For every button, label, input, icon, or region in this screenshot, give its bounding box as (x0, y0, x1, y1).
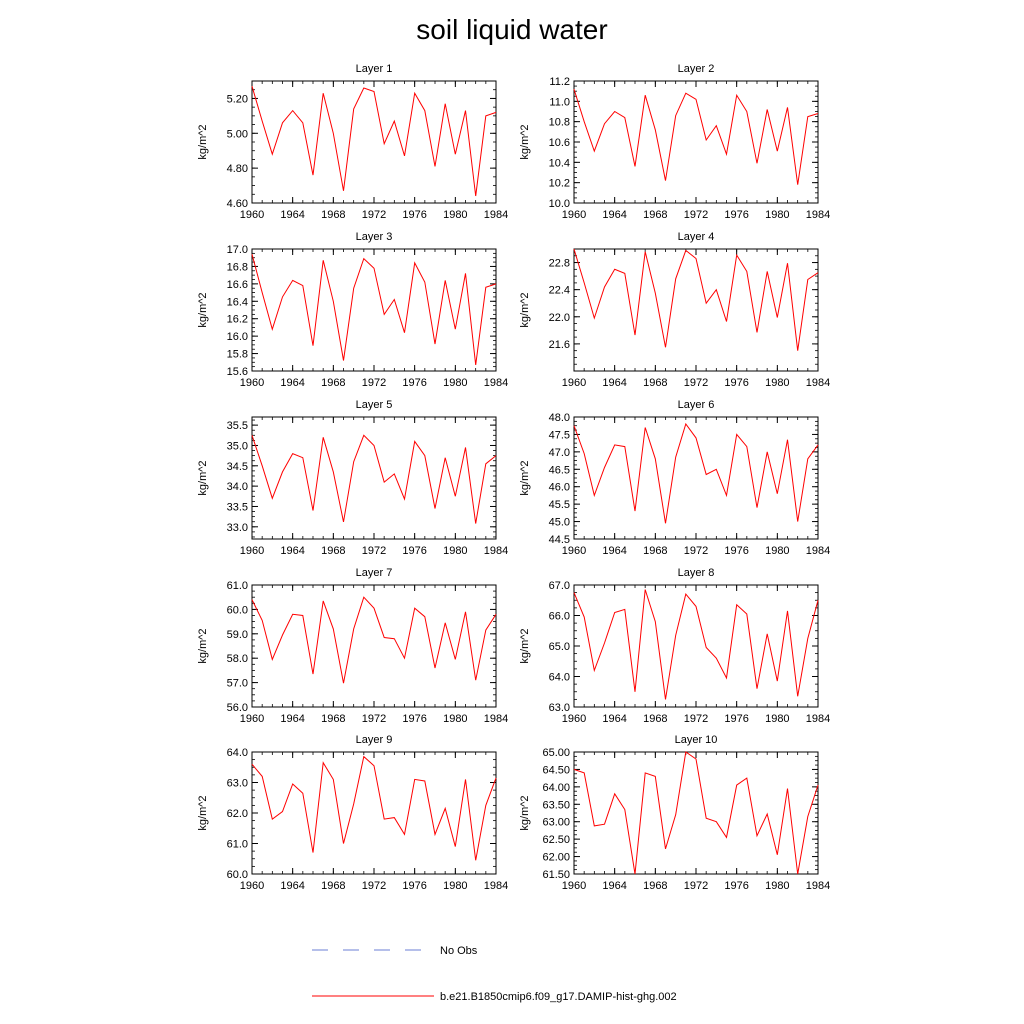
legend (312, 945, 677, 1003)
x-tick-label: 1976 (402, 545, 427, 557)
legend-label: No Obs (440, 945, 478, 957)
y-tick-label: 34.0 (226, 481, 248, 494)
x-tick-label: 1980 (443, 880, 468, 892)
y-tick-label: 5.00 (226, 128, 248, 141)
y-tick-label: 15.6 (226, 366, 248, 378)
x-tick-label: 1980 (443, 377, 468, 389)
plot-frame (252, 81, 496, 203)
panel-title: Layer 6 (677, 399, 715, 411)
x-tick-label: 1984 (805, 377, 831, 389)
panel-title: Layer 9 (355, 734, 393, 746)
y-tick-label: 67.0 (548, 580, 570, 592)
x-tick-label: 1984 (483, 209, 509, 221)
x-tick-label: 1980 (765, 377, 790, 389)
x-tick-label: 1960 (239, 880, 265, 892)
y-axis-label: kg/m^2 (519, 460, 531, 496)
x-tick-label: 1976 (724, 713, 749, 725)
x-tick-label: 1960 (561, 209, 587, 221)
panel-layer-7 (197, 567, 508, 725)
x-tick-label: 1968 (643, 880, 668, 892)
y-tick-label: 16.0 (226, 331, 248, 344)
panel-title: Layer 2 (677, 63, 715, 75)
y-axis-label: kg/m^2 (519, 795, 531, 831)
y-axis-label: kg/m^2 (197, 795, 209, 831)
plot-frame (574, 417, 818, 539)
panel-layer-5 (197, 399, 508, 557)
y-tick-label: 61.0 (226, 838, 248, 851)
y-tick-label: 66.0 (548, 610, 570, 623)
y-tick-label: 10.0 (548, 198, 570, 210)
x-tick-label: 1972 (361, 880, 387, 892)
x-tick-label: 1968 (321, 209, 346, 221)
y-tick-label: 44.5 (548, 534, 570, 546)
x-tick-label: 1968 (643, 209, 668, 221)
y-tick-label: 45.0 (548, 516, 570, 529)
series-line (252, 86, 496, 196)
x-tick-label: 1960 (561, 377, 587, 389)
x-tick-label: 1980 (443, 713, 468, 725)
x-tick-label: 1960 (239, 545, 265, 557)
y-tick-label: 10.2 (548, 177, 570, 190)
y-tick-label: 16.6 (226, 278, 248, 291)
y-tick-label: 22.0 (548, 311, 570, 324)
x-tick-label: 1984 (805, 713, 831, 725)
x-tick-label: 1976 (724, 209, 749, 221)
y-tick-label: 15.8 (226, 348, 248, 361)
y-axis-label: kg/m^2 (519, 292, 531, 328)
y-tick-label: 47.5 (548, 429, 570, 442)
x-tick-label: 1964 (602, 880, 627, 892)
x-tick-label: 1964 (280, 209, 305, 221)
x-tick-label: 1968 (321, 377, 346, 389)
y-tick-label: 34.5 (226, 460, 248, 473)
x-tick-label: 1972 (683, 545, 709, 557)
panel-title: Layer 7 (355, 567, 393, 579)
y-axis-label: kg/m^2 (519, 628, 531, 664)
series-line (252, 254, 496, 365)
y-tick-label: 63.50 (542, 799, 570, 812)
x-tick-label: 1960 (239, 209, 265, 221)
x-tick-label: 1964 (280, 713, 305, 725)
panel-layer-8 (519, 567, 830, 725)
y-tick-label: 56.0 (226, 702, 248, 714)
x-tick-label: 1980 (443, 545, 468, 557)
x-tick-label: 1980 (765, 880, 790, 892)
series-line (252, 597, 496, 683)
x-tick-label: 1968 (643, 545, 668, 557)
series-line (574, 89, 818, 185)
x-tick-label: 1972 (361, 545, 387, 557)
y-tick-label: 33.5 (226, 501, 248, 514)
x-tick-label: 1972 (683, 209, 709, 221)
y-tick-label: 35.5 (226, 420, 248, 433)
series-line (252, 435, 496, 523)
y-tick-label: 63.00 (542, 816, 570, 829)
x-tick-label: 1984 (805, 880, 831, 892)
y-tick-label: 62.00 (542, 851, 570, 864)
x-tick-label: 1980 (765, 713, 790, 725)
series-line (574, 752, 818, 874)
x-tick-label: 1984 (483, 545, 509, 557)
panel-layer-6 (519, 399, 830, 557)
series-line (252, 757, 496, 861)
x-tick-label: 1968 (321, 713, 346, 725)
y-tick-label: 65.00 (542, 747, 570, 759)
y-tick-label: 22.4 (548, 284, 570, 297)
y-tick-label: 59.0 (226, 628, 248, 641)
x-tick-label: 1968 (321, 545, 346, 557)
y-tick-label: 10.4 (548, 157, 570, 170)
x-tick-label: 1984 (805, 545, 831, 557)
y-tick-label: 22.8 (548, 257, 570, 270)
series-line (574, 249, 818, 351)
x-tick-label: 1968 (643, 377, 668, 389)
y-tick-label: 4.80 (226, 163, 248, 176)
x-tick-label: 1960 (561, 713, 587, 725)
y-tick-label: 62.0 (226, 808, 248, 820)
panel-layer-9 (197, 734, 508, 892)
panel-title: Layer 5 (355, 399, 393, 411)
x-tick-label: 1972 (683, 880, 709, 892)
panel-title: Layer 4 (677, 231, 715, 243)
x-tick-label: 1972 (361, 377, 387, 389)
y-tick-label: 47.0 (548, 446, 570, 459)
x-tick-label: 1968 (643, 713, 668, 725)
series-line (574, 424, 818, 523)
y-tick-label: 64.00 (542, 781, 570, 794)
y-tick-label: 61.0 (226, 580, 248, 592)
x-tick-label: 1968 (321, 880, 346, 892)
x-tick-label: 1976 (724, 377, 749, 389)
x-tick-label: 1976 (402, 377, 427, 389)
y-tick-label: 10.6 (548, 137, 570, 149)
y-tick-label: 21.6 (548, 338, 570, 351)
x-tick-label: 1964 (602, 377, 627, 389)
y-tick-label: 64.0 (548, 671, 570, 684)
legend-label: b.e21.B1850cmip6.f09_g17.DAMIP-hist-ghg.002 (440, 991, 677, 1003)
y-tick-label: 58.0 (226, 653, 248, 666)
panel-title: Layer 10 (674, 734, 718, 746)
y-tick-label: 46.5 (548, 464, 570, 477)
x-tick-label: 1964 (280, 377, 305, 389)
x-tick-label: 1980 (765, 545, 790, 557)
y-tick-label: 17.0 (226, 244, 248, 256)
plot-frame (252, 585, 496, 707)
x-tick-label: 1960 (239, 713, 265, 725)
y-tick-label: 11.0 (549, 96, 570, 109)
x-tick-label: 1964 (280, 545, 305, 557)
panel-layer-4 (519, 231, 830, 389)
x-tick-label: 1976 (724, 880, 749, 892)
y-tick-label: 16.2 (226, 313, 248, 326)
panel-layer-3 (197, 231, 508, 389)
y-tick-label: 63.0 (226, 777, 248, 790)
panel-title: Layer 8 (677, 567, 715, 579)
y-tick-label: 45.5 (548, 499, 570, 512)
x-tick-label: 1984 (483, 713, 509, 725)
plot-frame (574, 249, 818, 371)
x-tick-label: 1980 (443, 209, 468, 221)
y-tick-label: 16.8 (226, 261, 248, 274)
x-tick-label: 1976 (402, 209, 427, 221)
panel-layer-10 (519, 734, 830, 892)
x-tick-label: 1972 (683, 713, 709, 725)
plot-frame (252, 249, 496, 371)
y-tick-label: 16.4 (226, 296, 248, 309)
x-tick-label: 1972 (361, 209, 387, 221)
y-tick-label: 64.50 (542, 764, 570, 777)
panel-title: Layer 3 (355, 231, 393, 243)
y-axis-label: kg/m^2 (197, 292, 209, 328)
y-tick-label: 63.0 (548, 702, 570, 714)
y-axis-label: kg/m^2 (519, 124, 531, 160)
x-tick-label: 1960 (561, 880, 587, 892)
y-tick-label: 61.50 (542, 869, 570, 881)
x-tick-label: 1976 (724, 545, 749, 557)
y-tick-label: 62.50 (542, 834, 570, 847)
x-tick-label: 1980 (765, 209, 790, 221)
panel-title: Layer 1 (355, 63, 393, 75)
y-axis-label: kg/m^2 (197, 460, 209, 496)
panel-layer-2 (519, 63, 830, 221)
y-tick-label: 5.20 (226, 93, 248, 106)
y-tick-label: 60.0 (226, 604, 248, 617)
x-tick-label: 1960 (239, 377, 265, 389)
plot-frame (574, 585, 818, 707)
y-axis-label: kg/m^2 (197, 628, 209, 664)
y-tick-label: 33.0 (226, 521, 248, 534)
y-tick-label: 46.0 (548, 481, 570, 494)
x-tick-label: 1984 (805, 209, 831, 221)
x-tick-label: 1976 (402, 713, 427, 725)
panel-layer-1 (197, 63, 508, 221)
figure-title: soil liquid water (416, 14, 608, 45)
y-tick-label: 4.60 (226, 198, 248, 210)
x-tick-label: 1972 (683, 377, 709, 389)
y-tick-label: 10.8 (548, 116, 570, 129)
x-tick-label: 1964 (280, 880, 305, 892)
y-tick-label: 11.2 (549, 76, 570, 88)
x-tick-label: 1964 (602, 209, 627, 221)
y-tick-label: 35.0 (226, 440, 248, 453)
plot-frame (574, 752, 818, 874)
x-tick-label: 1964 (602, 713, 627, 725)
x-tick-label: 1972 (361, 713, 387, 725)
x-tick-label: 1964 (602, 545, 627, 557)
x-tick-label: 1976 (402, 880, 427, 892)
y-axis-label: kg/m^2 (197, 124, 209, 160)
y-tick-label: 64.0 (226, 747, 248, 759)
x-tick-label: 1960 (561, 545, 587, 557)
y-tick-label: 65.0 (548, 641, 570, 653)
series-line (574, 590, 818, 700)
y-tick-label: 57.0 (226, 677, 248, 690)
plot-frame (252, 752, 496, 874)
y-tick-label: 60.0 (226, 869, 248, 881)
x-tick-label: 1984 (483, 880, 509, 892)
x-tick-label: 1984 (483, 377, 509, 389)
y-tick-label: 48.0 (548, 412, 570, 424)
